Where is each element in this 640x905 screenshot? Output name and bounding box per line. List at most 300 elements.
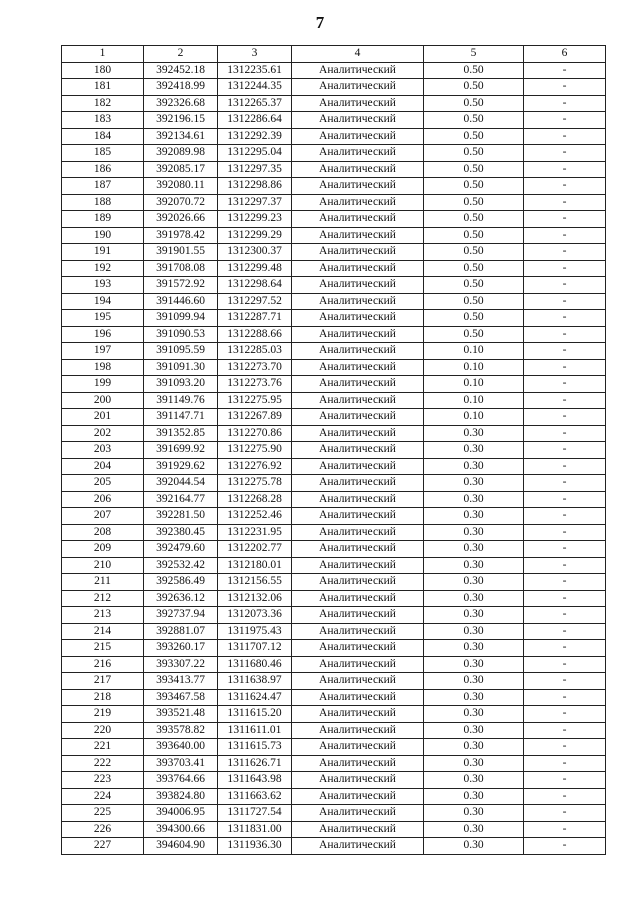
y-coordinate-cell: 1312276.92 (218, 458, 292, 475)
point-number-cell: 221 (62, 739, 144, 756)
note-cell: - (524, 607, 606, 624)
table-row (62, 706, 606, 723)
method-cell: Аналитический (292, 508, 424, 525)
note-cell: - (524, 755, 606, 772)
accuracy-cell: 0.50 (424, 95, 524, 112)
note-cell: - (524, 689, 606, 706)
note-cell: - (524, 640, 606, 657)
x-coordinate-cell: 391095.59 (144, 343, 218, 360)
y-coordinate-cell: 1312265.37 (218, 95, 292, 112)
accuracy-cell: 0.30 (424, 673, 524, 690)
point-number-cell: 197 (62, 343, 144, 360)
table-row (62, 244, 606, 261)
y-coordinate-cell: 1312298.86 (218, 178, 292, 195)
method-cell: Аналитический (292, 739, 424, 756)
accuracy-cell: 0.30 (424, 524, 524, 541)
point-number-cell: 206 (62, 491, 144, 508)
x-coordinate-cell: 391147.71 (144, 409, 218, 426)
table-row (62, 821, 606, 838)
x-coordinate-cell: 392080.11 (144, 178, 218, 195)
table-row (62, 161, 606, 178)
x-coordinate-cell: 392044.54 (144, 475, 218, 492)
header-cell-6: 6 (524, 46, 606, 63)
point-number-cell: 188 (62, 194, 144, 211)
x-coordinate-cell: 391352.85 (144, 425, 218, 442)
accuracy-cell: 0.50 (424, 79, 524, 96)
point-number-cell: 182 (62, 95, 144, 112)
y-coordinate-cell: 1311727.54 (218, 805, 292, 822)
method-cell: Аналитический (292, 590, 424, 607)
method-cell: Аналитический (292, 161, 424, 178)
point-number-cell: 212 (62, 590, 144, 607)
x-coordinate-cell: 393307.22 (144, 656, 218, 673)
x-coordinate-cell: 393703.41 (144, 755, 218, 772)
point-number-cell: 200 (62, 392, 144, 409)
accuracy-cell: 0.50 (424, 326, 524, 343)
x-coordinate-cell: 393824.80 (144, 788, 218, 805)
point-number-cell: 208 (62, 524, 144, 541)
point-number-cell: 224 (62, 788, 144, 805)
accuracy-cell: 0.30 (424, 425, 524, 442)
y-coordinate-cell: 1312292.39 (218, 128, 292, 145)
method-cell: Аналитический (292, 244, 424, 261)
x-coordinate-cell: 392196.15 (144, 112, 218, 129)
accuracy-cell: 0.50 (424, 211, 524, 228)
table-row (62, 260, 606, 277)
table-row (62, 376, 606, 393)
accuracy-cell: 0.50 (424, 145, 524, 162)
accuracy-cell: 0.50 (424, 277, 524, 294)
accuracy-cell: 0.30 (424, 805, 524, 822)
note-cell: - (524, 673, 606, 690)
point-number-cell: 203 (62, 442, 144, 459)
x-coordinate-cell: 392281.50 (144, 508, 218, 525)
point-number-cell: 199 (62, 376, 144, 393)
x-coordinate-cell: 392026.66 (144, 211, 218, 228)
y-coordinate-cell: 1312297.37 (218, 194, 292, 211)
x-coordinate-cell: 392380.45 (144, 524, 218, 541)
y-coordinate-cell: 1311831.00 (218, 821, 292, 838)
method-cell: Аналитический (292, 376, 424, 393)
accuracy-cell: 0.30 (424, 607, 524, 624)
y-coordinate-cell: 1312300.37 (218, 244, 292, 261)
accuracy-cell: 0.30 (424, 623, 524, 640)
table-row (62, 128, 606, 145)
method-cell: Аналитический (292, 838, 424, 855)
point-number-cell: 226 (62, 821, 144, 838)
note-cell: - (524, 145, 606, 162)
note-cell: - (524, 392, 606, 409)
y-coordinate-cell: 1312273.76 (218, 376, 292, 393)
accuracy-cell: 0.50 (424, 161, 524, 178)
note-cell: - (524, 491, 606, 508)
table-row (62, 772, 606, 789)
method-cell: Аналитический (292, 310, 424, 327)
point-number-cell: 210 (62, 557, 144, 574)
method-cell: Аналитический (292, 343, 424, 360)
y-coordinate-cell: 1312288.66 (218, 326, 292, 343)
point-number-cell: 181 (62, 79, 144, 96)
note-cell: - (524, 590, 606, 607)
table-header (62, 46, 606, 63)
table-row (62, 788, 606, 805)
point-number-cell: 194 (62, 293, 144, 310)
accuracy-cell: 0.30 (424, 838, 524, 855)
table-row (62, 755, 606, 772)
accuracy-cell: 0.50 (424, 62, 524, 79)
x-coordinate-cell: 391149.76 (144, 392, 218, 409)
coordinates-table (61, 45, 606, 855)
accuracy-cell: 0.30 (424, 689, 524, 706)
table-row (62, 491, 606, 508)
method-cell: Аналитический (292, 491, 424, 508)
table-row (62, 590, 606, 607)
y-coordinate-cell: 1311707.12 (218, 640, 292, 657)
y-coordinate-cell: 1311936.30 (218, 838, 292, 855)
method-cell: Аналитический (292, 277, 424, 294)
table-row (62, 442, 606, 459)
table-row (62, 805, 606, 822)
note-cell: - (524, 821, 606, 838)
note-cell: - (524, 706, 606, 723)
x-coordinate-cell: 392636.12 (144, 590, 218, 607)
table-row (62, 623, 606, 640)
table-row (62, 95, 606, 112)
point-number-cell: 198 (62, 359, 144, 376)
point-number-cell: 225 (62, 805, 144, 822)
point-number-cell: 189 (62, 211, 144, 228)
note-cell: - (524, 343, 606, 360)
note-cell: - (524, 524, 606, 541)
point-number-cell: 183 (62, 112, 144, 129)
table-row (62, 277, 606, 294)
point-number-cell: 180 (62, 62, 144, 79)
table-row (62, 359, 606, 376)
method-cell: Аналитический (292, 656, 424, 673)
y-coordinate-cell: 1312285.03 (218, 343, 292, 360)
point-number-cell: 216 (62, 656, 144, 673)
point-number-cell: 211 (62, 574, 144, 591)
y-coordinate-cell: 1312287.71 (218, 310, 292, 327)
y-coordinate-cell: 1312202.77 (218, 541, 292, 558)
table-row (62, 574, 606, 591)
point-number-cell: 186 (62, 161, 144, 178)
y-coordinate-cell: 1312270.86 (218, 425, 292, 442)
point-number-cell: 217 (62, 673, 144, 690)
note-cell: - (524, 376, 606, 393)
x-coordinate-cell: 394300.66 (144, 821, 218, 838)
table-row (62, 79, 606, 96)
accuracy-cell: 0.30 (424, 640, 524, 657)
accuracy-cell: 0.10 (424, 359, 524, 376)
accuracy-cell: 0.10 (424, 343, 524, 360)
accuracy-cell: 0.30 (424, 772, 524, 789)
y-coordinate-cell: 1311615.20 (218, 706, 292, 723)
accuracy-cell: 0.30 (424, 508, 524, 525)
y-coordinate-cell: 1312132.06 (218, 590, 292, 607)
accuracy-cell: 0.30 (424, 722, 524, 739)
x-coordinate-cell: 393640.00 (144, 739, 218, 756)
note-cell: - (524, 244, 606, 261)
note-cell: - (524, 277, 606, 294)
method-cell: Аналитический (292, 128, 424, 145)
x-coordinate-cell: 392134.61 (144, 128, 218, 145)
table-row (62, 524, 606, 541)
accuracy-cell: 0.50 (424, 194, 524, 211)
table-row (62, 343, 606, 360)
y-coordinate-cell: 1312231.95 (218, 524, 292, 541)
note-cell: - (524, 541, 606, 558)
y-coordinate-cell: 1312268.28 (218, 491, 292, 508)
y-coordinate-cell: 1312275.90 (218, 442, 292, 459)
method-cell: Аналитический (292, 359, 424, 376)
method-cell: Аналитический (292, 557, 424, 574)
method-cell: Аналитический (292, 79, 424, 96)
table-body (62, 62, 606, 854)
x-coordinate-cell: 393413.77 (144, 673, 218, 690)
y-coordinate-cell: 1312273.70 (218, 359, 292, 376)
method-cell: Аналитический (292, 574, 424, 591)
x-coordinate-cell: 392737.94 (144, 607, 218, 624)
table-row (62, 293, 606, 310)
table-row (62, 508, 606, 525)
method-cell: Аналитический (292, 607, 424, 624)
method-cell: Аналитический (292, 211, 424, 228)
point-number-cell: 223 (62, 772, 144, 789)
note-cell: - (524, 656, 606, 673)
note-cell: - (524, 623, 606, 640)
method-cell: Аналитический (292, 458, 424, 475)
accuracy-cell: 0.30 (424, 475, 524, 492)
method-cell: Аналитический (292, 475, 424, 492)
note-cell: - (524, 772, 606, 789)
method-cell: Аналитический (292, 194, 424, 211)
x-coordinate-cell: 392452.18 (144, 62, 218, 79)
y-coordinate-cell: 1312299.48 (218, 260, 292, 277)
point-number-cell: 187 (62, 178, 144, 195)
note-cell: - (524, 310, 606, 327)
method-cell: Аналитический (292, 409, 424, 426)
table-row (62, 673, 606, 690)
note-cell: - (524, 178, 606, 195)
point-number-cell: 184 (62, 128, 144, 145)
accuracy-cell: 0.50 (424, 178, 524, 195)
method-cell: Аналитический (292, 788, 424, 805)
note-cell: - (524, 574, 606, 591)
accuracy-cell: 0.30 (424, 442, 524, 459)
y-coordinate-cell: 1312275.95 (218, 392, 292, 409)
method-cell: Аналитический (292, 425, 424, 442)
table-row (62, 722, 606, 739)
table-row (62, 62, 606, 79)
table-row (62, 112, 606, 129)
y-coordinate-cell: 1312299.29 (218, 227, 292, 244)
point-number-cell: 207 (62, 508, 144, 525)
y-coordinate-cell: 1312180.01 (218, 557, 292, 574)
point-number-cell: 190 (62, 227, 144, 244)
method-cell: Аналитический (292, 673, 424, 690)
note-cell: - (524, 557, 606, 574)
y-coordinate-cell: 1312156.55 (218, 574, 292, 591)
page-number: 7 (315, 13, 325, 32)
x-coordinate-cell: 393764.66 (144, 772, 218, 789)
x-coordinate-cell: 391978.42 (144, 227, 218, 244)
table-row (62, 458, 606, 475)
method-cell: Аналитический (292, 178, 424, 195)
y-coordinate-cell: 1312267.89 (218, 409, 292, 426)
note-cell: - (524, 95, 606, 112)
point-number-cell: 222 (62, 755, 144, 772)
accuracy-cell: 0.10 (424, 376, 524, 393)
table-row (62, 838, 606, 855)
point-number-cell: 202 (62, 425, 144, 442)
point-number-cell: 209 (62, 541, 144, 558)
point-number-cell: 185 (62, 145, 144, 162)
y-coordinate-cell: 1311975.43 (218, 623, 292, 640)
header-cell-3: 3 (218, 46, 292, 63)
point-number-cell: 227 (62, 838, 144, 855)
point-number-cell: 204 (62, 458, 144, 475)
y-coordinate-cell: 1311638.97 (218, 673, 292, 690)
accuracy-cell: 0.30 (424, 788, 524, 805)
method-cell: Аналитический (292, 227, 424, 244)
accuracy-cell: 0.50 (424, 128, 524, 145)
note-cell: - (524, 227, 606, 244)
header-cell-1: 1 (62, 46, 144, 63)
point-number-cell: 191 (62, 244, 144, 261)
table-row (62, 409, 606, 426)
table-row (62, 739, 606, 756)
note-cell: - (524, 739, 606, 756)
accuracy-cell: 0.30 (424, 458, 524, 475)
x-coordinate-cell: 392479.60 (144, 541, 218, 558)
table-row (62, 227, 606, 244)
x-coordinate-cell: 391699.92 (144, 442, 218, 459)
header-cell-2: 2 (144, 46, 218, 63)
x-coordinate-cell: 392586.49 (144, 574, 218, 591)
note-cell: - (524, 112, 606, 129)
method-cell: Аналитический (292, 722, 424, 739)
point-number-cell: 193 (62, 277, 144, 294)
accuracy-cell: 0.50 (424, 293, 524, 310)
table-row (62, 211, 606, 228)
y-coordinate-cell: 1312244.35 (218, 79, 292, 96)
x-coordinate-cell: 392070.72 (144, 194, 218, 211)
y-coordinate-cell: 1311643.98 (218, 772, 292, 789)
x-coordinate-cell: 391090.53 (144, 326, 218, 343)
x-coordinate-cell: 391099.94 (144, 310, 218, 327)
table-row (62, 607, 606, 624)
note-cell: - (524, 326, 606, 343)
note-cell: - (524, 128, 606, 145)
x-coordinate-cell: 393578.82 (144, 722, 218, 739)
point-number-cell: 218 (62, 689, 144, 706)
x-coordinate-cell: 392881.07 (144, 623, 218, 640)
accuracy-cell: 0.30 (424, 491, 524, 508)
point-number-cell: 220 (62, 722, 144, 739)
method-cell: Аналитический (292, 260, 424, 277)
x-coordinate-cell: 391901.55 (144, 244, 218, 261)
note-cell: - (524, 508, 606, 525)
y-coordinate-cell: 1312073.36 (218, 607, 292, 624)
method-cell: Аналитический (292, 524, 424, 541)
x-coordinate-cell: 391708.08 (144, 260, 218, 277)
method-cell: Аналитический (292, 541, 424, 558)
x-coordinate-cell: 393260.17 (144, 640, 218, 657)
note-cell: - (524, 425, 606, 442)
table-row (62, 541, 606, 558)
accuracy-cell: 0.50 (424, 310, 524, 327)
header-row (62, 46, 606, 63)
header-cell-5: 5 (424, 46, 524, 63)
method-cell: Аналитический (292, 326, 424, 343)
accuracy-cell: 0.30 (424, 755, 524, 772)
table-row (62, 326, 606, 343)
table-row (62, 425, 606, 442)
y-coordinate-cell: 1311680.46 (218, 656, 292, 673)
x-coordinate-cell: 391446.60 (144, 293, 218, 310)
note-cell: - (524, 293, 606, 310)
method-cell: Аналитический (292, 706, 424, 723)
method-cell: Аналитический (292, 623, 424, 640)
accuracy-cell: 0.30 (424, 706, 524, 723)
x-coordinate-cell: 392532.42 (144, 557, 218, 574)
x-coordinate-cell: 393467.58 (144, 689, 218, 706)
table-row (62, 689, 606, 706)
header-cell-4: 4 (292, 46, 424, 63)
method-cell: Аналитический (292, 62, 424, 79)
accuracy-cell: 0.30 (424, 821, 524, 838)
note-cell: - (524, 62, 606, 79)
accuracy-cell: 0.30 (424, 656, 524, 673)
accuracy-cell: 0.50 (424, 227, 524, 244)
x-coordinate-cell: 391093.20 (144, 376, 218, 393)
method-cell: Аналитический (292, 293, 424, 310)
note-cell: - (524, 260, 606, 277)
point-number-cell: 195 (62, 310, 144, 327)
x-coordinate-cell: 391572.92 (144, 277, 218, 294)
method-cell: Аналитический (292, 805, 424, 822)
table-row (62, 557, 606, 574)
note-cell: - (524, 722, 606, 739)
y-coordinate-cell: 1311626.71 (218, 755, 292, 772)
y-coordinate-cell: 1312297.52 (218, 293, 292, 310)
x-coordinate-cell: 391929.62 (144, 458, 218, 475)
x-coordinate-cell: 392326.68 (144, 95, 218, 112)
y-coordinate-cell: 1311611.01 (218, 722, 292, 739)
point-number-cell: 214 (62, 623, 144, 640)
x-coordinate-cell: 394006.95 (144, 805, 218, 822)
y-coordinate-cell: 1312299.23 (218, 211, 292, 228)
x-coordinate-cell: 392089.98 (144, 145, 218, 162)
table-row (62, 194, 606, 211)
note-cell: - (524, 194, 606, 211)
method-cell: Аналитический (292, 640, 424, 657)
accuracy-cell: 0.30 (424, 739, 524, 756)
accuracy-cell: 0.10 (424, 392, 524, 409)
method-cell: Аналитический (292, 145, 424, 162)
accuracy-cell: 0.10 (424, 409, 524, 426)
table-row (62, 392, 606, 409)
y-coordinate-cell: 1312275.78 (218, 475, 292, 492)
accuracy-cell: 0.30 (424, 590, 524, 607)
y-coordinate-cell: 1312295.04 (218, 145, 292, 162)
method-cell: Аналитический (292, 392, 424, 409)
note-cell: - (524, 788, 606, 805)
point-number-cell: 213 (62, 607, 144, 624)
y-coordinate-cell: 1311624.47 (218, 689, 292, 706)
y-coordinate-cell: 1311663.62 (218, 788, 292, 805)
